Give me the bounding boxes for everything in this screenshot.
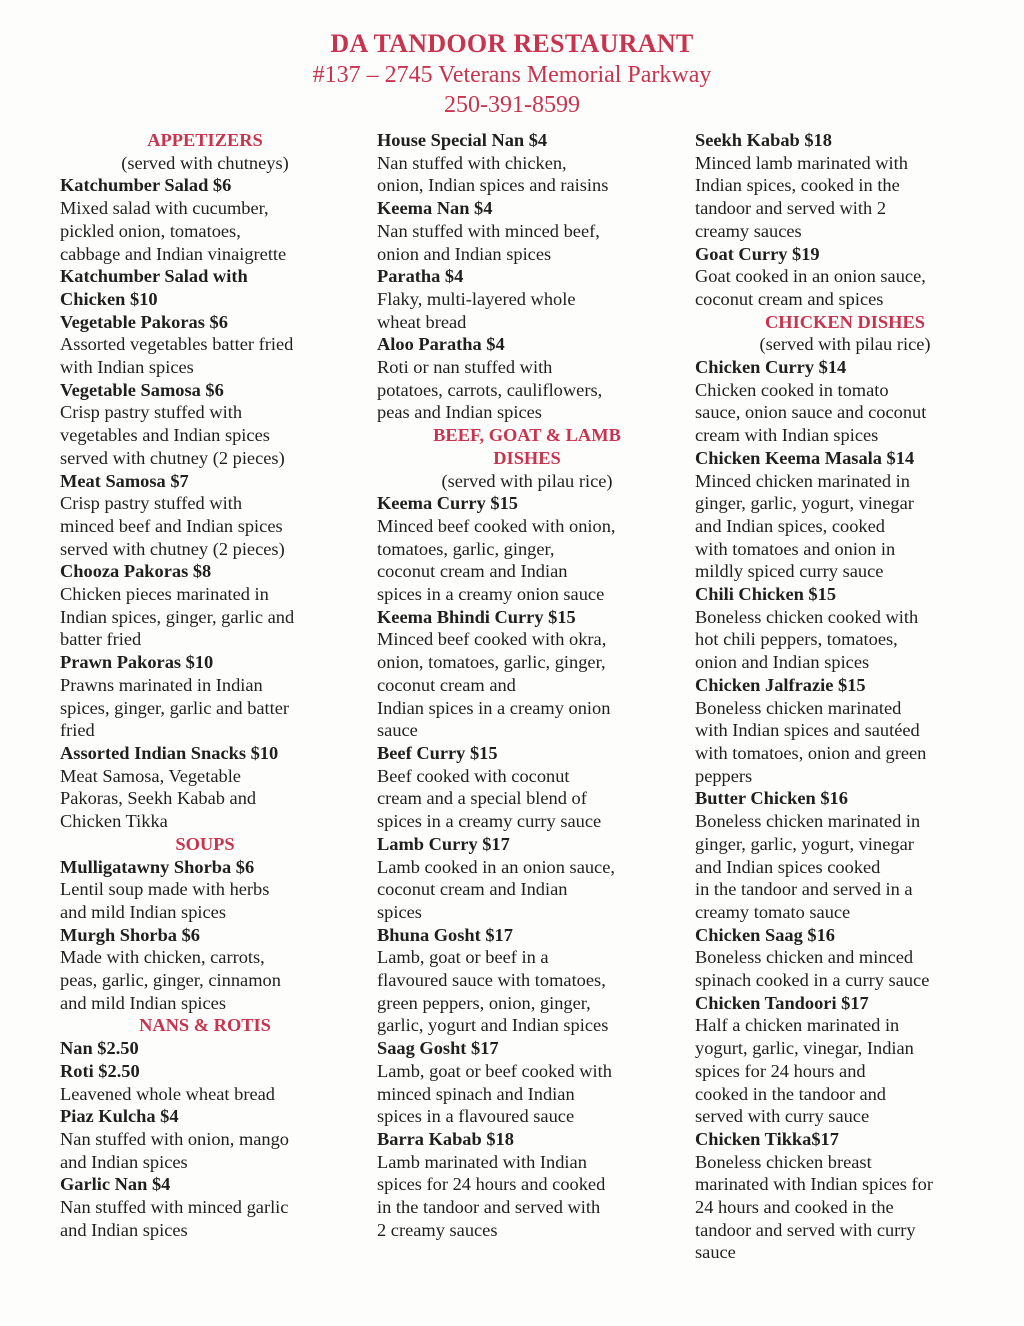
menu-item [377, 333, 677, 424]
menu-item [695, 674, 995, 788]
menu-item-name: Seekh Kabab $18 [695, 130, 832, 150]
section-title: NANS & ROTIS [139, 1015, 271, 1036]
menu-item-description: Half a chicken marinated in yogurt, garlic, vinegar, Indian spices for 24 hours and cooked in the tandoor and served with curry sauce [695, 1015, 914, 1127]
menu-item-description: Assorted vegetables batter fried with Indian spices [60, 334, 294, 378]
section-title: BEEF, GOAT & LAMB DISHES [433, 425, 621, 468]
menu-item [695, 992, 995, 1128]
menu-item-description: Crisp pastry stuffed with vegetables and Indian spices served with chutney (2 pieces) [60, 402, 285, 468]
menu-item-description: Minced lamb marinated with Indian spices, cooked in the tandoor and served with 2 creamy sauces [695, 152, 908, 241]
menu-item [60, 651, 350, 742]
menu-item-name: Chicken Tikka$17 [695, 1128, 839, 1149]
menu-item [377, 833, 677, 924]
menu-item [695, 447, 995, 583]
section-note: (served with chutneys) [121, 152, 289, 173]
menu-item-description: Minced beef cooked with okra, onion, tomatoes, garlic, ginger, coconut cream and Indian spices in a creamy onion sauce [377, 629, 611, 741]
menu-item-description: Boneless chicken breast marinated with Indian spices for 24 hours and cooked in the tandoor and served with curry sauce [695, 1151, 933, 1263]
menu-item-description: Boneless chicken and minced spinach cooked in a curry sauce [695, 947, 930, 991]
menu-item-description: Chicken pieces marinated in Indian spices, ginger, garlic and batter fried [60, 584, 295, 650]
menu-item-name: Chicken Curry $14 [695, 357, 847, 378]
restaurant-phone: 250-391-8599 [444, 92, 580, 118]
section-title: APPETIZERS [147, 130, 263, 150]
menu-item [695, 129, 995, 243]
menu-item [377, 129, 677, 197]
menu-item-description: Meat Samosa, Vegetable Pakoras, Seekh Kabab and Chicken Tikka [60, 765, 257, 832]
section-title: CHICKEN DISHES [765, 311, 925, 332]
menu-item-name: Vegetable Pakoras $6 [60, 311, 228, 332]
menu-item [60, 1037, 350, 1060]
menu-item-description: Chicken cooked in tomato sauce, onion sauce and coconut cream with Indian spices [695, 379, 927, 446]
menu-item-name: Katchumber Salad with Chicken $10 [60, 266, 248, 309]
menu-item-name: Chili Chicken $15 [695, 584, 837, 605]
menu-item [695, 1128, 995, 1264]
menu-item-name: Butter Chicken $16 [695, 788, 848, 809]
menu-item-description: Prawns marinated in Indian spices, ginger, garlic and batter fried [60, 674, 290, 741]
menu-item-description: Lamb, goat or beef in a flavoured sauce with tomatoes, green peppers, onion, ginger, garlic, yogurt and Indian spices [377, 947, 609, 1036]
menu-item [377, 1128, 677, 1242]
menu-item [695, 583, 995, 674]
section-note: (served with pilau rice) [759, 334, 931, 355]
menu-item-name: Goat Curry $19 [695, 243, 820, 264]
menu-item-name: Meat Samosa $7 [60, 470, 189, 491]
menu-item [60, 742, 350, 833]
menu-column-1 [60, 129, 350, 1241]
menu-item [377, 265, 677, 333]
menu-item-description: Nan stuffed with minced garlic and Indian spices [60, 1197, 289, 1240]
menu-item-name: Barra Kabab $18 [377, 1128, 514, 1149]
menu-item-name: House Special Nan $4 [377, 130, 548, 150]
menu-column-2 [377, 129, 677, 1241]
menu-item-name: Bhuna Gosht $17 [377, 924, 513, 945]
menu-item-name: Assorted Indian Snacks $10 [60, 742, 279, 763]
menu-item-description: Leavened whole wheat bread [60, 1083, 275, 1104]
menu-item-description: Boneless chicken marinated in ginger, garlic, yogurt, vinegar and Indian spices cooked in the tandoor and served in a creamy tomato sauce [695, 811, 921, 922]
menu-item-name: Lamb Curry $17 [377, 833, 510, 854]
menu-item-name: Mulligatawny Shorba $6 [60, 856, 255, 877]
menu-item [60, 265, 350, 310]
menu-column-3 [695, 129, 995, 1264]
menu-item-name: Keema Curry $15 [377, 493, 518, 514]
menu-item [60, 311, 350, 379]
menu-item-name: Keema Bhindi Curry $15 [377, 606, 576, 627]
menu-item-name: Piaz Kulcha $4 [60, 1106, 179, 1127]
menu-item-name: Katchumber Salad $6 [60, 175, 232, 196]
menu-item-description: Lamb, goat or beef cooked with minced spinach and Indian spices in a flavoured sauce [377, 1060, 612, 1127]
menu-header [0, 28, 1024, 120]
menu-item-name: Nan $2.50 [60, 1038, 139, 1059]
section-title: SOUPS [175, 833, 235, 854]
menu-item-description: Roti or nan stuffed with potatoes, carrots, cauliflowers, peas and Indian spices [377, 357, 603, 423]
menu-item [377, 742, 677, 833]
menu-item-name: Chicken Keema Masala $14 [695, 447, 915, 468]
menu-item-description: Lentil soup made with herbs and mild Indian spices [60, 879, 270, 922]
menu-item-description: Nan stuffed with minced beef, onion and Indian spices [377, 220, 600, 264]
menu-item-name: Prawn Pakoras $10 [60, 652, 214, 673]
menu-item [695, 787, 995, 923]
menu-item [695, 243, 995, 311]
menu-item-description: Goat cooked in an onion sauce, coconut cream and spices [695, 266, 926, 309]
menu-item [377, 1037, 677, 1128]
menu-item-description: Lamb cooked in an onion sauce, coconut cream and Indian spices [377, 856, 615, 922]
restaurant-address: #137 – 2745 Veterans Memorial Parkway [312, 62, 712, 88]
menu-item-description: Lamb marinated with Indian spices for 24 hours and cooked in the tandoor and served with 2 creamy sauces [377, 1151, 606, 1240]
menu-item-name: Keema Nan $4 [377, 198, 493, 219]
menu-item-name: Vegetable Samosa $6 [60, 379, 224, 400]
menu-item-name: Chicken Jalfrazie $15 [695, 674, 866, 695]
menu-item-description: Nan stuffed with chicken, onion, Indian spices and raisins [377, 152, 609, 196]
menu-item [60, 470, 350, 561]
menu-item-description: Nan stuffed with onion, mango and Indian spices [60, 1128, 290, 1172]
menu-item [60, 1173, 350, 1241]
menu-item-description: Minced beef cooked with onion, tomatoes, garlic, ginger, coconut cream and Indian spices in a creamy onion sauce [377, 515, 616, 605]
menu-item-name: Roti $2.50 [60, 1060, 140, 1081]
menu-item [695, 924, 995, 992]
section-note: (served with pilau rice) [441, 470, 613, 491]
menu-item-name: Murgh Shorba $6 [60, 924, 200, 945]
menu-item-description: Minced chicken marinated in ginger, garlic, yogurt, vinegar and Indian spices, cooked with tomatoes and onion in mildly spiced curry sauce [695, 470, 914, 582]
menu-item [60, 856, 350, 924]
menu-item-description: Made with chicken, carrots, peas, garlic, ginger, cinnamon and mild Indian spices [60, 947, 281, 1013]
menu-item-description: Crisp pastry stuffed with minced beef and Indian spices served with chutney (2 pieces) [60, 493, 285, 559]
menu-item-name: Aloo Paratha $4 [377, 334, 505, 355]
menu-item-description: Boneless chicken cooked with hot chili peppers, tomatoes, onion and Indian spices [695, 606, 919, 673]
menu-item [377, 606, 677, 742]
menu-item [377, 197, 677, 265]
menu-item [60, 1105, 350, 1173]
menu-item [60, 924, 350, 1015]
menu-item [377, 924, 677, 1038]
menu-item-name: Paratha $4 [377, 266, 464, 287]
menu-item-name: Chicken Saag $16 [695, 924, 835, 945]
menu-item-description: Flaky, multi-layered whole wheat bread [377, 288, 576, 332]
menu-item-name: Garlic Nan $4 [60, 1174, 171, 1195]
menu-item [60, 560, 350, 651]
menu-item [695, 356, 995, 447]
menu-item-description: Beef cooked with coconut cream and a special blend of spices in a creamy curry sauce [377, 765, 602, 832]
menu-item-name: Chicken Tandoori $17 [695, 992, 869, 1013]
menu-item-description: Mixed salad with cucumber, pickled onion, tomatoes, cabbage and Indian vinaigrette [60, 198, 287, 264]
menu-item-description: Boneless chicken marinated with Indian spices and sautéed with tomatoes, onion and green peppers [695, 697, 927, 786]
menu-item [60, 379, 350, 470]
menu-item [377, 492, 677, 606]
menu-item [60, 174, 350, 265]
restaurant-name: DA TANDOOR RESTAURANT [330, 29, 694, 58]
menu-item-name: Chooza Pakoras $8 [60, 561, 212, 582]
menu-item [60, 1060, 350, 1105]
menu-item-name: Beef Curry $15 [377, 742, 498, 763]
menu-item-name: Saag Gosht $17 [377, 1038, 499, 1059]
